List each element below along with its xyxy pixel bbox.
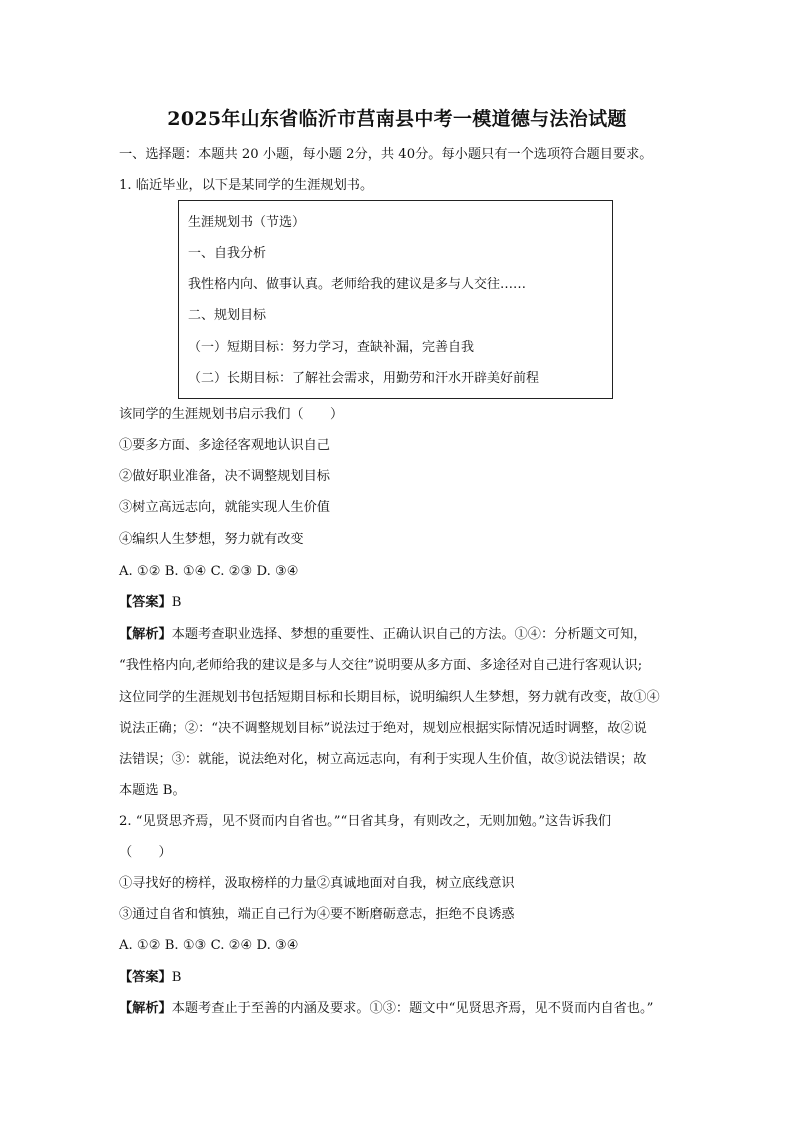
q1-analysis-line-3: 这位同学的生涯规划书包括短期目标和长期目标，说明编织人生梦想，努力就有改变，故①④ [119,690,660,705]
section-intro: 一、选择题：本题共 20 小题，每小题 2分，共 40分。每小题只有一个选项符合题目要求。 [119,147,653,162]
q1-stem: 1. 临近毕业，以下是某同学的生涯规划书。 [119,178,374,193]
q2-option-2: ③通过自省和慎独，端正自己行为④要不断磨砺意志，拒绝不良诱惑 [119,907,515,922]
analysis-text: 本题考查止于至善的内涵及要求。①③：题文中“见贤思齐焉，见不贤而内自省也。” [171,1001,654,1016]
box-goal-long: （二）长期目标：了解社会需求，用勤劳和汗水开辟美好前程 [188,371,540,386]
answer-label: 【答案】 [119,970,172,985]
q1-choices: A. ①② B. ①④ C. ②③ D. ③④ [119,564,299,579]
page-title: 2025年山东省临沂市莒南县中考一模道德与法治试题 [167,108,627,130]
career-plan-box [178,200,613,399]
box-paragraph-1: 我性格内向、做事认真。老师给我的建议是多与人交往…… [188,277,527,292]
analysis-text: 本题考查职业选择、梦想的重要性、正确认识自己的方法。①④：分析题文可知， [171,627,647,642]
analysis-label: 【解析】 [119,627,172,642]
box-goal-short: （一）短期目标：努力学习，查缺补漏，完善自我 [188,340,475,355]
q2-answer [119,969,699,987]
q2-stem: 2. “见贤思齐焉，见不贤而内自省也。”“日省其身，有则改之，无则加勉。”这告诉我们 [119,814,612,829]
answer-value: B [171,970,182,985]
q2-option-1: ①寻找好的榜样，汲取榜样的力量②真诚地面对自我，树立底线意识 [119,876,515,891]
q1-answer [119,594,699,612]
box-heading-2: 二、规划目标 [188,308,267,323]
q1-analysis-line-5: 法错误；③：就能，说法绝对化，树立高远志向，有利于实现人生价值，故③说法错误；故 [119,752,647,767]
q1-prompt: 该同学的生涯规划书启示我们（ ） [119,407,344,422]
q1-analysis-line-2: “我性格内向,老师给我的建议是多与人交往”说明要从多方面、多途径对自己进行客观认识; [119,658,643,673]
q1-option-2: ②做好职业准备，决不调整规划目标 [119,469,330,484]
answer-label: 【答案】 [119,595,172,610]
q1-analysis-line-1 [119,626,699,644]
q2-stem-cont: （ ） [119,845,172,860]
q2-choices: A. ①② B. ①③ C. ②④ D. ③④ [119,938,299,953]
answer-value: B [171,595,182,610]
q1-option-4: ④编织人生梦想，努力就有改变 [119,532,304,547]
q2-analysis-line-1 [119,1000,699,1018]
q1-option-3: ③树立高远志向，就能实现人生价值 [119,500,330,515]
q1-analysis-line-4: 说法正确；②：“决不调整规划目标”说法过于绝对，规划应根据实际情况适时调整，故②说 [119,721,647,736]
q1-option-1: ①要多方面、多途径客观地认识自己 [119,438,330,453]
q1-analysis-line-6: 本题选 B。 [119,783,186,798]
analysis-label: 【解析】 [119,1001,172,1016]
box-heading-1: 一、自我分析 [188,246,267,261]
box-title: 生涯规划书（节选） [188,215,306,230]
